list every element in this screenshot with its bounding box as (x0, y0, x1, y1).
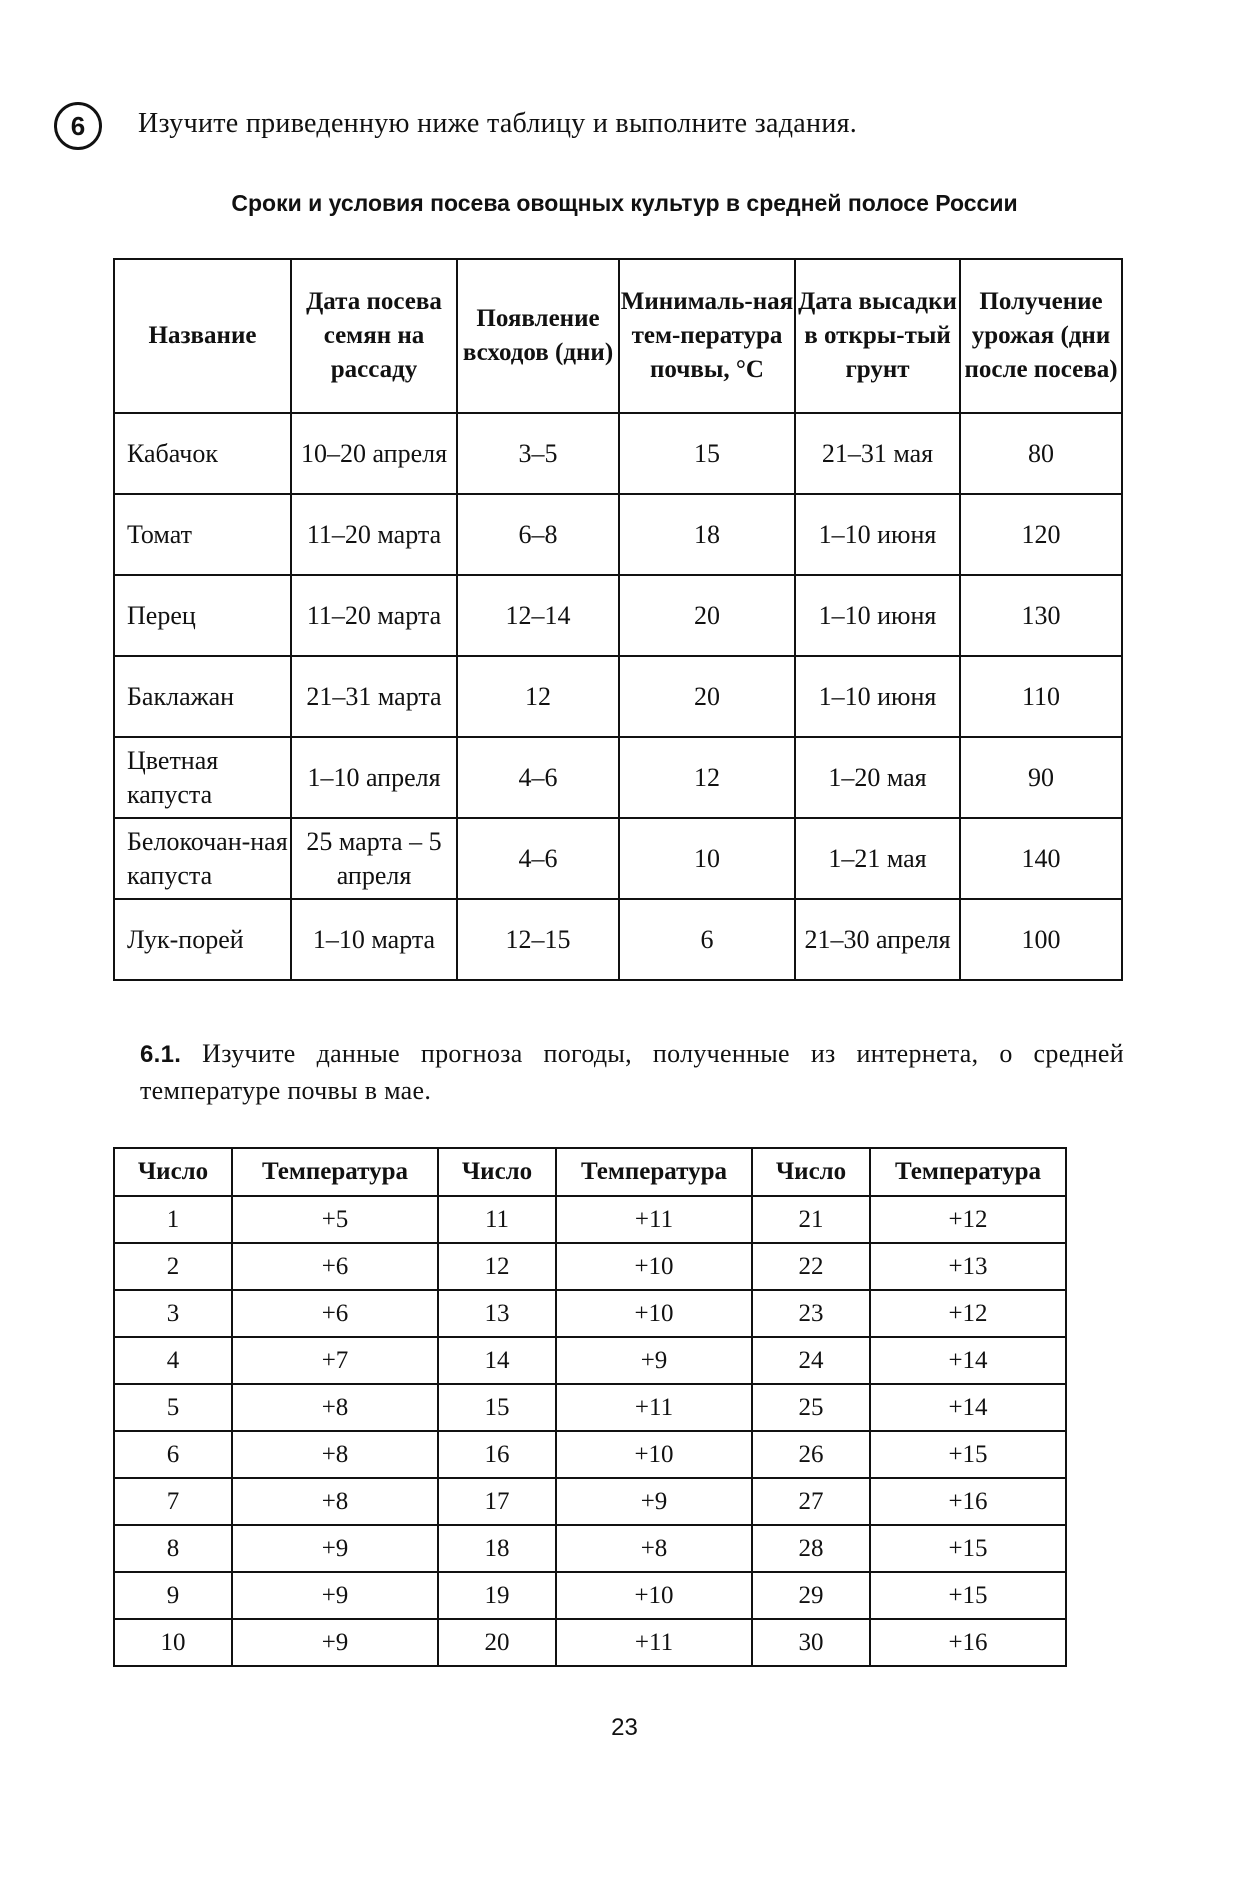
day-cell: 11 (438, 1196, 556, 1243)
day-cell: 13 (438, 1290, 556, 1337)
header-planting-date: Дата высадки в откры-тый грунт (795, 259, 960, 413)
day-cell: 7 (114, 1478, 232, 1525)
day-cell: 1 (114, 1196, 232, 1243)
day-cell: 18 (438, 1525, 556, 1572)
day-cell: 8 (114, 1525, 232, 1572)
table-row (114, 899, 1122, 980)
day-cell: 25 (752, 1384, 870, 1431)
sowing-date-cell: 21–31 марта (291, 656, 457, 737)
crop-name-cell: Перец (114, 575, 291, 656)
table-row (114, 1290, 1066, 1337)
temperature-cell: +15 (870, 1572, 1066, 1619)
temperature-cell: +6 (232, 1243, 438, 1290)
day-cell: 15 (438, 1384, 556, 1431)
temperature-cell: +8 (232, 1478, 438, 1525)
min-temperature-cell: 6 (619, 899, 795, 980)
temperature-cell: +10 (556, 1431, 752, 1478)
temperature-cell: +9 (232, 1619, 438, 1666)
table-caption: Сроки и условия посева овощных культур в средней полосе России (231, 190, 1018, 216)
temperature-cell: +8 (232, 1384, 438, 1431)
temperature-cell: +9 (232, 1572, 438, 1619)
temperature-cell: +10 (556, 1290, 752, 1337)
header-name: Название (114, 259, 291, 413)
day-cell: 23 (752, 1290, 870, 1337)
table-row (114, 1196, 1066, 1243)
day-cell: 20 (438, 1619, 556, 1666)
min-temperature-cell: 15 (619, 413, 795, 494)
day-cell: 27 (752, 1478, 870, 1525)
min-temperature-cell: 12 (619, 737, 795, 818)
day-cell: 19 (438, 1572, 556, 1619)
temperature-cell: +7 (232, 1337, 438, 1384)
germination-cell: 12–14 (457, 575, 619, 656)
planting-date-cell: 1–21 мая (795, 818, 960, 899)
subtask-number: 6.1. (140, 1041, 182, 1068)
harvest-days-cell: 130 (960, 575, 1122, 656)
subtask-paragraph (140, 1036, 1124, 1109)
temperature-cell: +10 (556, 1243, 752, 1290)
temperature-cell: +16 (870, 1619, 1066, 1666)
day-cell: 22 (752, 1243, 870, 1290)
temperature-cell: +11 (556, 1619, 752, 1666)
harvest-days-cell: 90 (960, 737, 1122, 818)
day-cell: 9 (114, 1572, 232, 1619)
harvest-days-cell: 110 (960, 656, 1122, 737)
temperature-cell: +15 (870, 1431, 1066, 1478)
harvest-days-cell: 80 (960, 413, 1122, 494)
crop-name-cell: Цветная капуста (114, 737, 291, 818)
temperature-cell: +10 (556, 1572, 752, 1619)
day-cell: 10 (114, 1619, 232, 1666)
table-row (114, 1478, 1066, 1525)
task-header (54, 100, 1154, 156)
table-row (114, 1525, 1066, 1572)
planting-date-cell: 21–30 апреля (795, 899, 960, 980)
day-cell: 14 (438, 1337, 556, 1384)
page-number: 23 (611, 1714, 638, 1741)
temperature-cell: +15 (870, 1525, 1066, 1572)
harvest-days-cell: 120 (960, 494, 1122, 575)
planting-date-cell: 1–20 мая (795, 737, 960, 818)
germination-cell: 4–6 (457, 737, 619, 818)
crop-name-cell: Томат (114, 494, 291, 575)
day-cell: 30 (752, 1619, 870, 1666)
header-temperature: Температура (556, 1148, 752, 1196)
sowing-date-cell: 1–10 апреля (291, 737, 457, 818)
temperature-cell: +14 (870, 1337, 1066, 1384)
day-cell: 17 (438, 1478, 556, 1525)
table-row (114, 494, 1122, 575)
min-temperature-cell: 20 (619, 656, 795, 737)
day-cell: 5 (114, 1384, 232, 1431)
day-cell: 21 (752, 1196, 870, 1243)
table-row (114, 1572, 1066, 1619)
day-cell: 24 (752, 1337, 870, 1384)
germination-cell: 3–5 (457, 413, 619, 494)
soil-temperature-table (113, 1147, 1067, 1667)
temperature-cell: +9 (556, 1337, 752, 1384)
header-min-temperature: Минималь-ная тем-пература почвы, °C (619, 259, 795, 413)
crop-name-cell: Кабачок (114, 413, 291, 494)
min-temperature-cell: 18 (619, 494, 795, 575)
crop-name-cell: Белокочан-ная капуста (114, 818, 291, 899)
germination-cell: 12 (457, 656, 619, 737)
table-row (114, 818, 1122, 899)
task-number-badge: 6 (54, 102, 102, 150)
header-temperature: Температура (232, 1148, 438, 1196)
day-cell: 2 (114, 1243, 232, 1290)
temperature-cell: +11 (556, 1384, 752, 1431)
sowing-date-cell: 11–20 марта (291, 575, 457, 656)
table-row (114, 1619, 1066, 1666)
temperature-cell: +9 (556, 1478, 752, 1525)
temperature-cell: +16 (870, 1478, 1066, 1525)
table-row (114, 413, 1122, 494)
header-sowing-date: Дата посева семян на рассаду (291, 259, 457, 413)
header-day: Число (438, 1148, 556, 1196)
temperature-cell: +8 (556, 1525, 752, 1572)
sowing-date-cell: 25 марта – 5 апреля (291, 818, 457, 899)
table-row (114, 1243, 1066, 1290)
header-germination: Появление всходов (дни) (457, 259, 619, 413)
planting-date-cell: 21–31 мая (795, 413, 960, 494)
crop-name-cell: Лук-порей (114, 899, 291, 980)
temperature-cell: +9 (232, 1525, 438, 1572)
day-cell: 12 (438, 1243, 556, 1290)
table-row (114, 1337, 1066, 1384)
temperature-cell: +14 (870, 1384, 1066, 1431)
harvest-days-cell: 140 (960, 818, 1122, 899)
header-day: Число (752, 1148, 870, 1196)
temperature-cell: +11 (556, 1196, 752, 1243)
day-cell: 6 (114, 1431, 232, 1478)
temperature-cell: +13 (870, 1243, 1066, 1290)
sowing-date-cell: 1–10 марта (291, 899, 457, 980)
day-cell: 16 (438, 1431, 556, 1478)
day-cell: 4 (114, 1337, 232, 1384)
temperature-cell: +5 (232, 1196, 438, 1243)
day-cell: 3 (114, 1290, 232, 1337)
temperature-cell: +12 (870, 1196, 1066, 1243)
planting-date-cell: 1–10 июня (795, 575, 960, 656)
header-harvest: Получение урожая (дни после посева) (960, 259, 1122, 413)
temperature-cell: +12 (870, 1290, 1066, 1337)
sowing-date-cell: 10–20 апреля (291, 413, 457, 494)
planting-date-cell: 1–10 июня (795, 656, 960, 737)
table-row (114, 1384, 1066, 1431)
temperature-cell: +6 (232, 1290, 438, 1337)
harvest-days-cell: 100 (960, 899, 1122, 980)
temperature-cell: +8 (232, 1431, 438, 1478)
crop-name-cell: Баклажан (114, 656, 291, 737)
table-row (114, 737, 1122, 818)
min-temperature-cell: 20 (619, 575, 795, 656)
sowing-table (113, 258, 1123, 981)
table-row (114, 575, 1122, 656)
sowing-date-cell: 11–20 марта (291, 494, 457, 575)
table-row (114, 656, 1122, 737)
germination-cell: 12–15 (457, 899, 619, 980)
germination-cell: 6–8 (457, 494, 619, 575)
planting-date-cell: 1–10 июня (795, 494, 960, 575)
day-cell: 29 (752, 1572, 870, 1619)
day-cell: 28 (752, 1525, 870, 1572)
table-header-row (114, 259, 1122, 413)
task-instruction: Изучите приведенную ниже таблицу и выполните задания. (138, 108, 858, 139)
header-day: Число (114, 1148, 232, 1196)
header-temperature: Температура (870, 1148, 1066, 1196)
table-header-row (114, 1148, 1066, 1196)
subtask-text: Изучите данные прогноза погоды, полученные из интернета, о средней температуре почвы в мае. (140, 1039, 1124, 1105)
table-row (114, 1431, 1066, 1478)
day-cell: 26 (752, 1431, 870, 1478)
germination-cell: 4–6 (457, 818, 619, 899)
min-temperature-cell: 10 (619, 818, 795, 899)
